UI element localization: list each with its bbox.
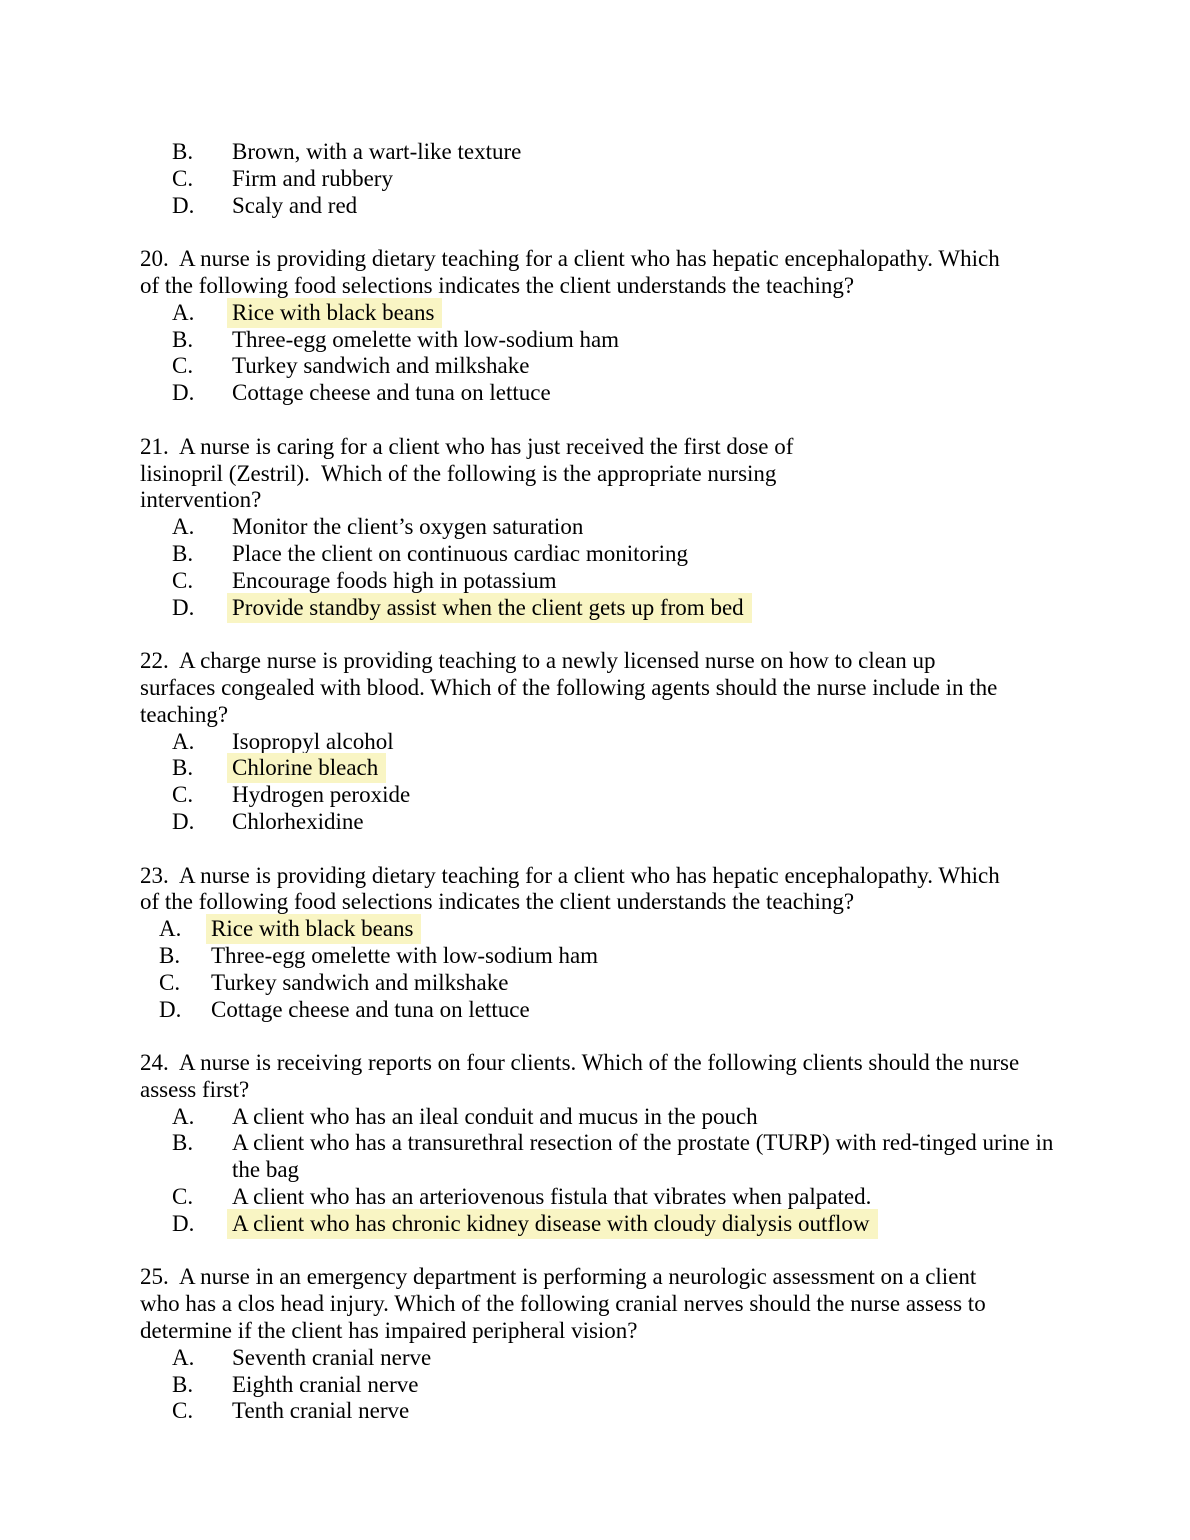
- question-stem-line: 22. A charge nurse is providing teaching to a newly licensed nurse on how to clean up: [140, 648, 936, 674]
- option-letter: B.: [172, 326, 194, 352]
- option-row: [140, 809, 1060, 836]
- question-block-19-partial: [140, 139, 1060, 219]
- question-stem-line: of the following food selections indicates the client understands the teaching?: [140, 889, 855, 915]
- option-row: [140, 300, 1060, 327]
- option-row: [140, 193, 1060, 220]
- option-letter: C.: [172, 353, 194, 379]
- option-row: [140, 970, 1060, 997]
- question-stem-line: determine if the client has impaired peripheral vision?: [140, 1318, 638, 1344]
- option-letter: C.: [159, 969, 181, 995]
- question-stem-line: 21. A nurse is caring for a client who has just received the first dose of: [140, 433, 794, 459]
- option-text: Place the client on continuous cardiac monitoring: [232, 540, 689, 566]
- option-letter: B.: [172, 139, 194, 164]
- option-text: Cottage cheese and tuna on lettuce: [211, 996, 530, 1022]
- option-row: [140, 595, 1060, 622]
- option-row: [140, 1130, 1060, 1184]
- question-block-24: [140, 1050, 1060, 1238]
- option-letter: B.: [159, 942, 181, 968]
- option-letter: A.: [172, 1103, 195, 1129]
- option-row: [140, 1184, 1060, 1211]
- option-letter: A.: [172, 728, 195, 754]
- option-text: Cottage cheese and tuna on lettuce: [232, 380, 551, 406]
- option-row: [140, 353, 1060, 380]
- option-row: [140, 1398, 1060, 1425]
- option-letter: C.: [172, 567, 194, 593]
- option-letter: A.: [172, 299, 195, 325]
- answer-highlight: Chlorine bleach: [227, 753, 386, 783]
- option-letter: D.: [172, 1210, 195, 1236]
- option-row: [140, 1372, 1060, 1399]
- answer-highlight: A client who has chronic kidney disease with cloudy dialysis outflow: [227, 1209, 878, 1239]
- question-block-23: [140, 863, 1060, 1024]
- answer-highlight: Provide standby assist when the client gets up from bed: [227, 593, 752, 623]
- question-stem-line: 23. A nurse is providing dietary teaching for a client who has hepatic encephalopathy. Which: [140, 862, 1000, 888]
- question-stem-line: 20. A nurse is providing dietary teaching for a client who has hepatic encephalopathy. Which: [140, 246, 1000, 272]
- option-row: [140, 916, 1060, 943]
- option-letter: C.: [172, 1398, 194, 1424]
- question-block-22: [140, 648, 1060, 836]
- option-letter: B.: [172, 1371, 194, 1397]
- option-text: Three-egg omelette with low-sodium ham: [211, 942, 599, 968]
- option-text: A client who has an ileal conduit and mucus in the pouch: [232, 1103, 758, 1129]
- option-letter: A.: [172, 1344, 195, 1370]
- question-stem-line: teaching?: [140, 701, 229, 727]
- option-text: Isopropyl alcohol: [232, 728, 394, 754]
- option-text: Tenth cranial nerve: [232, 1398, 410, 1424]
- option-letter: C.: [172, 165, 194, 191]
- question-stem-line: assess first?: [140, 1076, 250, 1102]
- document-content: [140, 139, 1060, 1452]
- answer-highlight: Rice with black beans: [227, 298, 442, 328]
- option-letter: D.: [172, 808, 195, 834]
- option-row: [140, 139, 1060, 166]
- option-row: [140, 997, 1060, 1024]
- option-row: [140, 380, 1060, 407]
- option-row: [140, 782, 1060, 809]
- option-text: Hydrogen peroxide: [232, 782, 411, 808]
- option-text: Turkey sandwich and milkshake: [232, 353, 530, 379]
- option-row: [140, 166, 1060, 193]
- option-text: Seventh cranial nerve: [232, 1344, 432, 1370]
- option-row: [140, 327, 1060, 354]
- option-text: Chlorhexidine: [232, 808, 364, 834]
- question-block-25: [140, 1264, 1060, 1425]
- option-text: Scaly and red: [232, 192, 358, 218]
- question-block-21: [140, 434, 1060, 622]
- option-row: [140, 1211, 1060, 1238]
- option-letter: A.: [159, 916, 182, 942]
- option-text: Monitor the client’s oxygen saturation: [232, 514, 584, 540]
- question-stem-line: lisinopril (Zestril). Which of the following is the appropriate nursing: [140, 460, 777, 486]
- option-text: Firm and rubbery: [232, 165, 393, 191]
- answer-highlight: Rice with black beans: [206, 914, 421, 944]
- question-stem-line: 24. A nurse is receiving reports on four clients. Which of the following clients should the nurse: [140, 1050, 1020, 1076]
- option-text: A client who has an arteriovenous fistula that vibrates when palpated.: [232, 1184, 872, 1210]
- option-text: Three-egg omelette with low-sodium ham: [232, 326, 620, 352]
- option-letter: D.: [172, 594, 195, 620]
- option-row: [140, 1104, 1060, 1131]
- option-letter: D.: [159, 996, 182, 1022]
- question-stem-line: intervention?: [140, 487, 262, 513]
- option-row: [140, 514, 1060, 541]
- option-row: [140, 943, 1060, 970]
- option-text: Encourage foods high in potassium: [232, 567, 557, 593]
- question-block-20: [140, 246, 1060, 407]
- option-letter: D.: [172, 380, 195, 406]
- option-text: Brown, with a wart-like texture: [232, 139, 522, 164]
- option-letter: A.: [172, 514, 195, 540]
- option-row: [140, 755, 1060, 782]
- question-stem-line: surfaces congealed with blood. Which of the following agents should the nurse include in the: [140, 674, 998, 700]
- option-text: A client who has a transurethral resection of the prostate (TURP) with red-tinged urine in the bag: [232, 1130, 1054, 1183]
- option-letter: B.: [172, 755, 194, 781]
- option-letter: B.: [172, 1130, 194, 1156]
- option-letter: D.: [172, 192, 195, 218]
- option-letter: B.: [172, 540, 194, 566]
- option-text: Eighth cranial nerve: [232, 1371, 419, 1397]
- option-letter: C.: [172, 1184, 194, 1210]
- option-row: [140, 568, 1060, 595]
- question-stem-line: 25. A nurse in an emergency department is performing a neurologic assessment on a client: [140, 1264, 977, 1290]
- option-text: Turkey sandwich and milkshake: [211, 969, 509, 995]
- question-stem-line: who has a clos head injury. Which of the following cranial nerves should the nurse assess to: [140, 1291, 986, 1317]
- option-row: [140, 541, 1060, 568]
- question-stem-line: of the following food selections indicates the client understands the teaching?: [140, 272, 855, 298]
- option-letter: C.: [172, 782, 194, 808]
- option-row: [140, 1345, 1060, 1372]
- option-row: [140, 729, 1060, 756]
